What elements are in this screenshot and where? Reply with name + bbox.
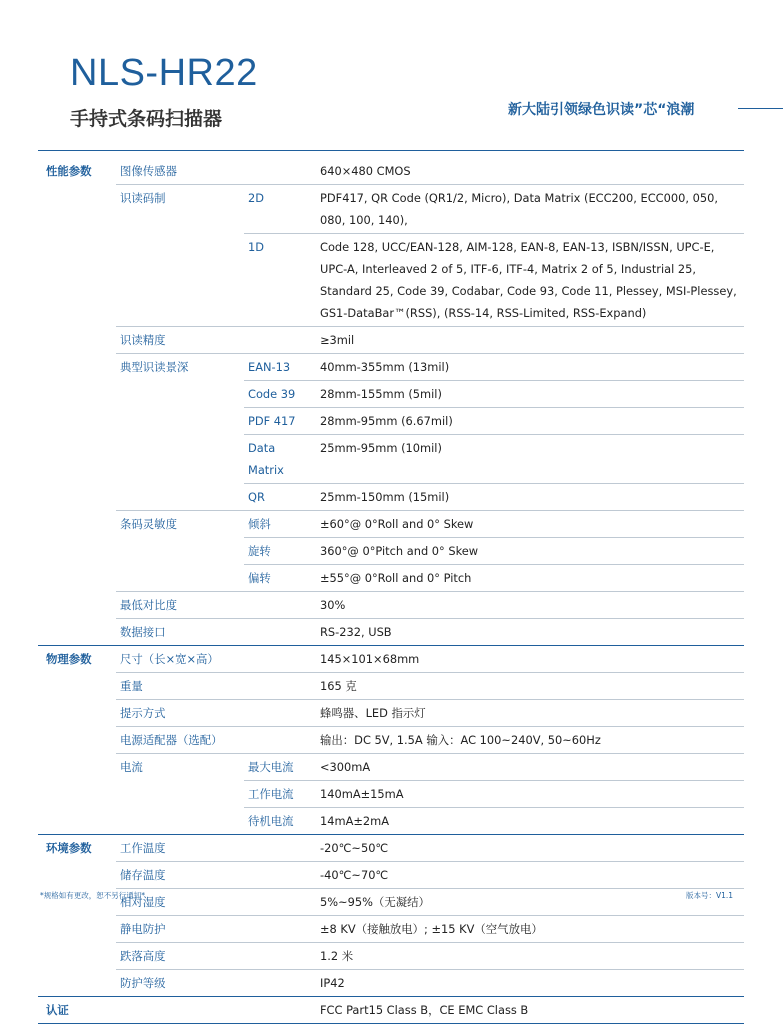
table-row — [38, 808, 744, 835]
group-label — [38, 754, 116, 781]
table-row — [38, 381, 744, 408]
param-label: 尺寸（长×宽×高） — [116, 646, 244, 673]
param-label: 提示方式 — [116, 700, 244, 727]
table-row — [38, 484, 744, 511]
spec-value: 165 克 — [316, 673, 744, 700]
spec-value: 5%~95%（无凝结） — [316, 889, 744, 916]
param-label: 典型识读景深 — [120, 360, 189, 374]
table-row — [38, 234, 744, 327]
group-label — [38, 234, 116, 327]
param-label: 数据接口 — [116, 619, 244, 646]
table-row — [38, 354, 744, 381]
spec-value: PDF417, QR Code (QR1/2, Micro), Data Matrix (ECC200, ECC000, 050, 080, 100, 140), — [316, 185, 744, 234]
sub-label — [244, 835, 316, 862]
param-label: 电流 — [120, 760, 143, 774]
table-row — [38, 592, 744, 619]
sub-label — [244, 862, 316, 889]
spec-value: 30% — [316, 592, 744, 619]
group-label: 环境参数 — [46, 841, 92, 855]
group-label — [38, 327, 116, 354]
group-label — [38, 185, 116, 234]
param-label — [116, 234, 244, 327]
table-row — [38, 916, 744, 943]
sub-label: PDF 417 — [244, 408, 316, 435]
table-row — [38, 538, 744, 565]
group-label — [38, 727, 116, 754]
group-label — [38, 808, 116, 835]
param-label — [116, 484, 244, 511]
table-row — [38, 862, 744, 889]
spec-value: 140mA±15mA — [316, 781, 744, 808]
sub-label — [244, 997, 316, 1024]
table-row — [38, 754, 744, 781]
table-row — [38, 835, 744, 862]
group-label — [38, 511, 116, 538]
table-row — [38, 435, 744, 484]
spec-value: -40℃~70℃ — [316, 862, 744, 889]
spec-value: 28mm-95mm (6.67mil) — [316, 408, 744, 435]
spec-value: 360°@ 0°Pitch and 0° Skew — [316, 538, 744, 565]
product-subtitle: 手持式条码扫描器 — [70, 108, 223, 130]
group-label — [38, 484, 116, 511]
spec-value: 40mm-355mm (13mil) — [316, 354, 744, 381]
spec-value: ±55°@ 0°Roll and 0° Pitch — [316, 565, 744, 592]
table-row — [38, 673, 744, 700]
sub-label: QR — [244, 484, 316, 511]
version-label: 版本号：V1.1 — [686, 891, 734, 900]
sub-label — [244, 889, 316, 916]
sub-label — [244, 970, 316, 997]
table-row — [38, 619, 744, 646]
spec-value: 640×480 CMOS — [316, 158, 744, 185]
param-label: 相对湿度 — [116, 889, 244, 916]
group-label: 物理参数 — [46, 652, 92, 666]
sub-label — [244, 592, 316, 619]
param-label — [116, 408, 244, 435]
spec-value: 25mm-150mm (15mil) — [316, 484, 744, 511]
group-label — [38, 538, 116, 565]
table-row — [38, 997, 744, 1024]
spec-value: <300mA — [316, 754, 744, 781]
group-label — [38, 862, 116, 889]
spec-value: RS-232, USB — [316, 619, 744, 646]
param-label: 图像传感器 — [116, 158, 244, 185]
spec-value: -20℃~50℃ — [316, 835, 744, 862]
param-label: 重量 — [116, 673, 244, 700]
param-label: 电源适配器（选配） — [116, 727, 244, 754]
sub-label — [244, 700, 316, 727]
sub-label: 倾斜 — [244, 511, 316, 538]
param-label: 识读码制 — [120, 191, 166, 205]
sub-label — [244, 673, 316, 700]
spec-value: ±60°@ 0°Roll and 0° Skew — [316, 511, 744, 538]
param-label: 最低对比度 — [116, 592, 244, 619]
spec-value: 28mm-155mm (5mil) — [316, 381, 744, 408]
sub-label — [244, 327, 316, 354]
param-label — [116, 808, 244, 835]
group-label — [38, 700, 116, 727]
footer-note: *规格如有更改，恕不另行通知* — [40, 891, 145, 900]
group-label — [38, 592, 116, 619]
table-row — [38, 565, 744, 592]
param-label: 静电防护 — [116, 916, 244, 943]
group-label — [38, 435, 116, 484]
sub-label: 最大电流 — [244, 754, 316, 781]
param-label — [116, 565, 244, 592]
group-label — [38, 565, 116, 592]
sub-label — [244, 943, 316, 970]
group-label — [38, 381, 116, 408]
group-label — [38, 619, 116, 646]
param-label: 储存温度 — [116, 862, 244, 889]
header-divider — [38, 150, 744, 151]
group-label — [38, 354, 116, 381]
table-row — [38, 511, 744, 538]
table-row — [38, 646, 744, 673]
spec-value: 输出：DC 5V, 1.5A 输入：AC 100~240V, 50~60Hz — [316, 727, 744, 754]
spec-value: 25mm-95mm (10mil) — [316, 435, 744, 484]
spec-value: 14mA±2mA — [316, 808, 744, 835]
table-row — [38, 943, 744, 970]
param-label: 识读精度 — [116, 327, 244, 354]
sub-label: 工作电流 — [244, 781, 316, 808]
spec-value: ≥3mil — [316, 327, 744, 354]
group-label — [38, 408, 116, 435]
table-row — [38, 185, 744, 234]
sub-label — [244, 619, 316, 646]
param-label: 条码灵敏度 — [120, 517, 177, 531]
sub-label: 1D — [244, 234, 316, 327]
param-label: 防护等级 — [116, 970, 244, 997]
param-label — [116, 781, 244, 808]
sub-label — [244, 158, 316, 185]
slogan-divider — [738, 108, 783, 109]
table-row — [38, 781, 744, 808]
spec-value: 1.2 米 — [316, 943, 744, 970]
sub-label: 偏转 — [244, 565, 316, 592]
spec-value: Code 128, UCC/EAN-128, AIM-128, EAN-8, EAN-13, ISBN/ISSN, UPC-E, UPC-A, Interleaved 2 of 5, ITF-6, ITF-4, Matrix 2 of 5, Industrial 25, Standard 25, Code 39, Codabar, Code 93, Code 11, Plessey, MSI-Plessey, GS1-DataBar™(RSS), (RSS-14, RSS-Limited, RSS-Expand) — [316, 234, 744, 327]
sub-label: 2D — [244, 185, 316, 234]
table-row — [38, 158, 744, 185]
table-row — [38, 408, 744, 435]
group-label: 认证 — [38, 997, 116, 1024]
sub-label — [244, 646, 316, 673]
group-label — [38, 781, 116, 808]
sub-label: Data Matrix — [244, 435, 316, 484]
spec-value: IP42 — [316, 970, 744, 997]
spec-value: 145×101×68mm — [316, 646, 744, 673]
sub-label: Code 39 — [244, 381, 316, 408]
sub-label: 待机电流 — [244, 808, 316, 835]
spec-value: ±8 KV（接触放电）; ±15 KV（空气放电） — [316, 916, 744, 943]
group-label — [38, 943, 116, 970]
param-label — [116, 435, 244, 484]
table-row — [38, 727, 744, 754]
param-label — [116, 997, 244, 1024]
table-row — [38, 700, 744, 727]
table-row — [38, 327, 744, 354]
spec-value: FCC Part15 Class B，CE EMC Class B — [316, 997, 744, 1024]
param-label: 工作温度 — [116, 835, 244, 862]
product-title: NLS-HR22 — [70, 52, 258, 94]
group-label — [38, 970, 116, 997]
group-label — [38, 673, 116, 700]
sub-label — [244, 727, 316, 754]
table-row — [38, 970, 744, 997]
sub-label: EAN-13 — [244, 354, 316, 381]
sub-label — [244, 916, 316, 943]
group-label — [38, 916, 116, 943]
sub-label: 旋转 — [244, 538, 316, 565]
spec-value: 蜂鸣器、LED 指示灯 — [316, 700, 744, 727]
slogan: 新大陆引领绿色识读”芯“浪潮 — [508, 102, 695, 118]
param-label: 跌落高度 — [116, 943, 244, 970]
param-label — [116, 381, 244, 408]
param-label — [116, 538, 244, 565]
group-label: 性能参数 — [46, 164, 92, 178]
